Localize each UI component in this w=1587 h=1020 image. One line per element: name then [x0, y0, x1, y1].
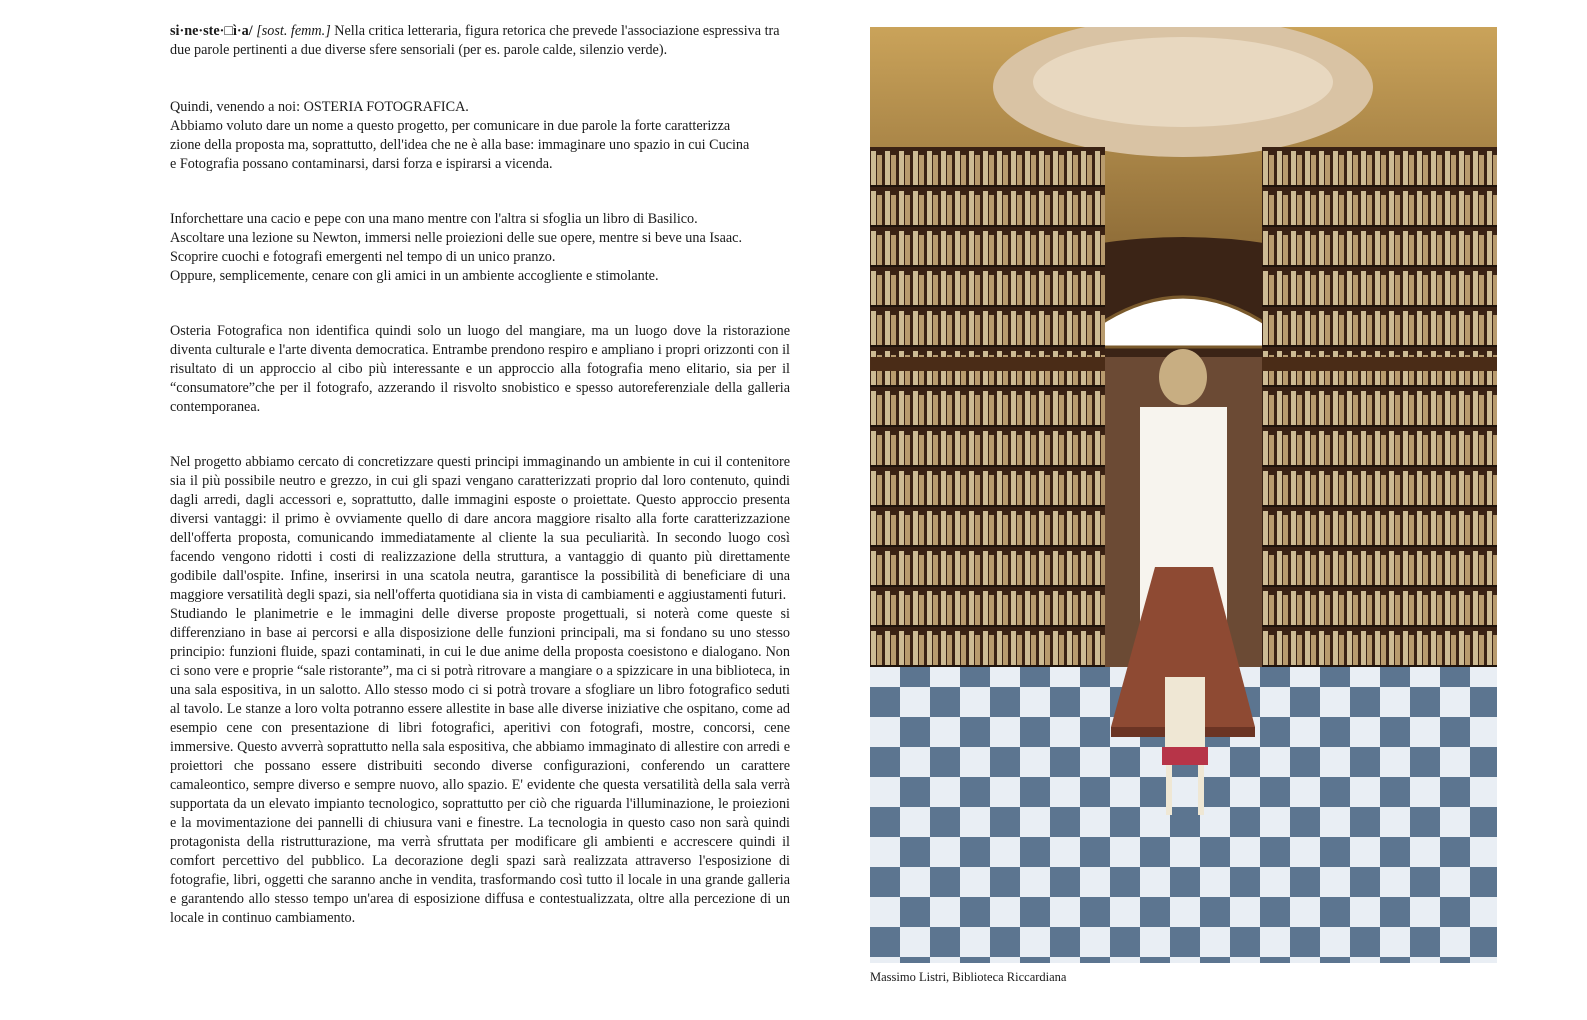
intro-line: Abbiamo voluto dare un nome a questo progetto, per comunicare in due parole la forte caratterizza — [170, 118, 731, 134]
part-of-speech: [sost. femm.] — [256, 23, 331, 39]
intro-heading: Quindi, venendo a noi: OSTERIA FOTOGRAFICA. — [170, 99, 469, 115]
intro-line: e Fotografia possano contaminarsi, darsi forza e ispirarsi a vicenda. — [170, 156, 553, 172]
intro-line: zione della proposta ma, soprattutto, dell'idea che ne è alla base: immaginare uno spazio in cui Cucina — [170, 137, 750, 153]
text-column — [170, 22, 790, 928]
paragraph-planimetrie: Studiando le planimetrie e le immagini delle diverse proposte progettuali, si noterà come queste si differenziano in base ai percorsi e alla disposizione delle funzioni principali, ma si fondano su uno stesso principio: funzioni fluide, spazi contaminati, in cui le due anime della proposta coesistono e dialogano. Non ci sono vere e proprie “sale ristorante”, ma ci si potrà ritrovare a mangiare o a spizzicare in una biblioteca, in una sala espositiva, in un salotto. Allo stesso modo ci si potrà trovare a sfogliare un libro fotografico seduti al tavolo. Le stanze a loro volta potranno essere allestite in base alle diverse iniziative che ospitano, come ad esempio cene con presentazione di libri fotografici, aperitivi con fotografi, mostre, concorsi, cene immersive. Questo avverrà soprattutto nella sala espositiva, che abbiamo immaginato di allestire con arredi e proiettori che possano essere distribuiti secondo diverse configurazioni, conferendo un carattere camaleontico, sempre diverso e sempre nuovo, allo spazio. E' evidente che questa versatilità della sala verrà supportata da un elevato impianto tecnologico, soprattutto per ciò che riguarda l'illuminazione, le proiezioni e la movimentazione dei pannelli di chiusura vani e finestre. La tecnologia in questo caso non sarà quindi protagonista della ristrutturazione, ma verrà sfruttata per modificare gli ambienti e accrescere quindi il comfort percettivo del pubblico. La decorazione degli spazi sarà realizzata attraverso l'esposizione di fotografie, libri, oggetti che saranno anche in vendita, trasformando così tutto il locale in una grande galleria e garantendo allo stesso tempo un'area di esposizione diffusa e contestualizzata, oltre alla percezione di un locale in continuo cambiamento. — [170, 606, 790, 926]
list-item: Ascoltare una lezione su Newton, immersi nelle proiezioni delle sue opere, mentre si beve una Isaac. — [170, 230, 743, 246]
definition — [170, 22, 790, 60]
list-item: Oppure, semplicemente, cenare con gli amici in un ambiente accogliente e stimolante. — [170, 268, 659, 284]
paragraph-osteria: Osteria Fotografica non identifica quindi solo un luogo del mangiare, ma un luogo dove la ristorazione diventa culturale e l'arte diventa democratica. Entrambe prendono respiro e ampliano i propri orizzonti con il risultato di un approccio al cibo più interessante e un approccio alla fotografia meno elitario, sia per il “consumatore”che per il fotografo, azzerando il risvolto snobistico e spesso autoreferenziale della galleria contemporanea. — [170, 323, 790, 415]
list-item: Inforchettare una cacio e pepe con una mano mentre con l'altra si sfoglia un libro di Basilico. — [170, 211, 698, 227]
definition-text: Nella critica letteraria, figura retorica che prevede l'associazione espressiva tra due parole pertinenti a due diverse sfere sensoriali (per es. parole calde, silenzio verde). — [170, 23, 780, 58]
headword: si·ne·ste·□ì·a/ — [170, 23, 253, 39]
library-photo — [870, 27, 1497, 963]
library-photo-illustration — [870, 27, 1497, 963]
photo-caption: Massimo Listri, Biblioteca Riccardiana — [870, 970, 1067, 984]
list-item: Scoprire cuochi e fotografi emergenti nel tempo di un unico pranzo. — [170, 249, 556, 265]
paragraph-progetto: Nel progetto abbiamo cercato di concretizzare questi principi immaginando un ambiente in cui il contenitore sia il più possibile neutro e grezzo, in cui gli spazi vengano caratterizzati proprio dal loro contenuto, quindi dagli arredi, dagli accessori e, soprattutto, dalle immagini esposte o proiettate. Questo approccio presenta diversi vantaggi: il primo è ovviamente quello di dare ancora maggiore risalto alla forte caratterizzazione dell'offerta proposta, comunicando immediatamente al cliente la sua peculiarità. In secondo luogo così facendo vengono ridotti i costi di realizzazione della struttura, a vantaggio di quanto più direttamente godibile dall'ospite. Infine, inserirsi in una scatola neutra, garantisce la possibilità di beneficiare di una maggiore versatilità degli spazi, sia nell'offerta quotidiana sia in vista di cambiamenti e aggiustamenti futuri. — [170, 454, 790, 603]
